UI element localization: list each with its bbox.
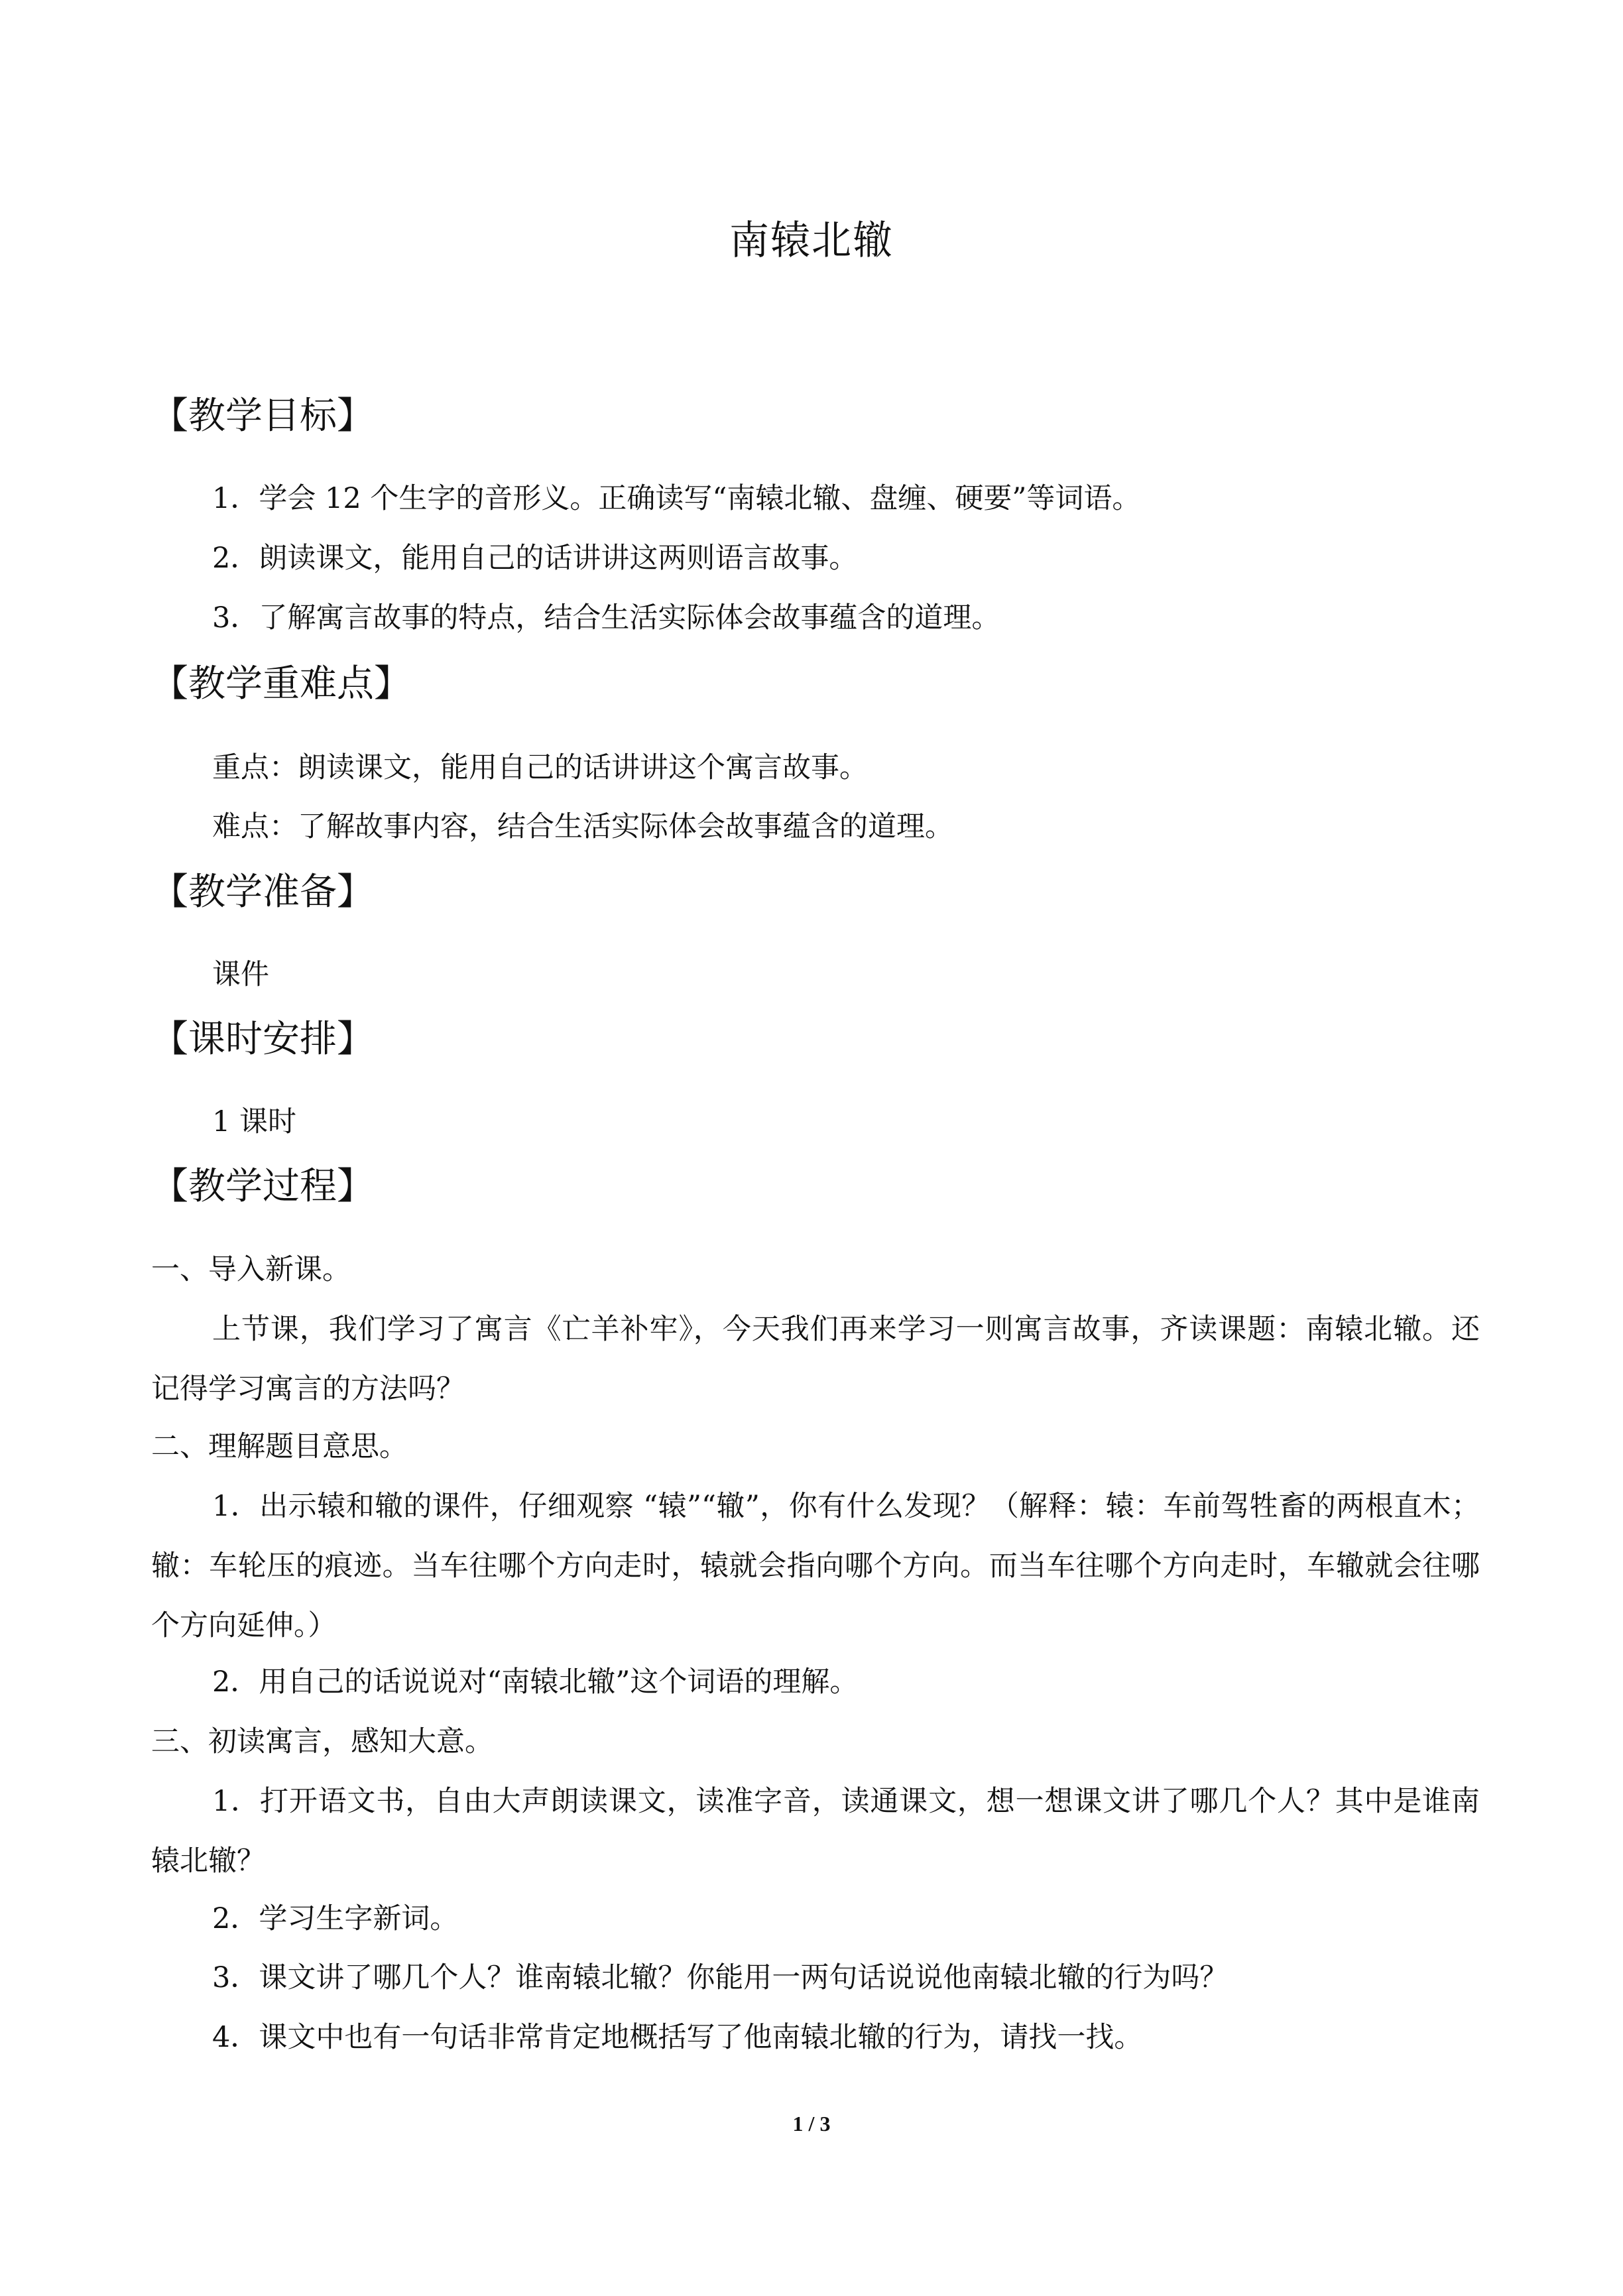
- process-item: 4．课文中也有一句话非常肯定地概括写了他南辕北辙的行为，请找一找。: [212, 2021, 1143, 2054]
- process-step-title: 二、理解题目意思。: [151, 1430, 408, 1463]
- process-step-title: 一、导入新课。: [151, 1253, 351, 1286]
- page-title: 南辕北辙: [729, 217, 894, 264]
- preparation-text: 课件: [212, 958, 269, 991]
- key-point-item: 难点：了解故事内容，结合生活实际体会故事蕴含的道理。: [212, 810, 953, 843]
- process-item: 2．用自己的话说说对“南辕北辙”这个词语的理解。: [212, 1665, 859, 1699]
- process-item: 2．学习生字新词。: [212, 1902, 459, 1935]
- process-paragraph: 1．出示辕和辙的课件，仔细观察 “辕”“辙”，你有什么发现？（解释：辕：车前驾牲畜的两根直木；辙：车轮压的痕迹。当车往哪个方向走时，辕就会指向哪个方向。而当车往哪个方向走时，车辙就会往哪个方向延伸。）: [151, 1490, 1480, 1642]
- objective-item: 2．朗读课文，能用自己的话讲讲这两则语言故事。: [212, 542, 858, 575]
- process-item: 3．课文讲了哪几个人？谁南辕北辙？你能用一两句话说说他南辕北辙的行为吗？: [212, 1961, 1229, 1994]
- schedule-text: 1 课时: [212, 1105, 297, 1138]
- section-heading-key-points: 【教学重难点】: [151, 662, 411, 705]
- objective-item: 1．学会 12 个生字的音形义。正确读写“南辕北辙、盘缠、硬要”等词语。: [212, 482, 1141, 515]
- process-paragraph: 1．打开语文书，自由大声朗读课文，读准字音，读通课文，想一想课文讲了哪几个人？其中是谁南辕北辙？: [151, 1785, 1480, 1878]
- process-paragraph: 上节课，我们学习了寓言《亡羊补牢》，今天我们再来学习一则寓言故事，齐读课题：南辕北辙。还记得学习寓言的方法吗？: [151, 1313, 1480, 1406]
- page-number: 1 / 3: [792, 2112, 831, 2136]
- section-heading-preparation: 【教学准备】: [151, 871, 374, 914]
- process-step-title: 三、初读寓言，感知大意。: [151, 1725, 493, 1758]
- section-heading-process: 【教学过程】: [151, 1165, 374, 1208]
- key-point-item: 重点：朗读课文，能用自己的话讲讲这个寓言故事。: [212, 751, 868, 784]
- objective-item: 3．了解寓言故事的特点，结合生活实际体会故事蕴含的道理。: [212, 601, 1000, 634]
- section-heading-schedule: 【课时安排】: [151, 1018, 374, 1061]
- section-heading-objectives: 【教学目标】: [151, 394, 374, 438]
